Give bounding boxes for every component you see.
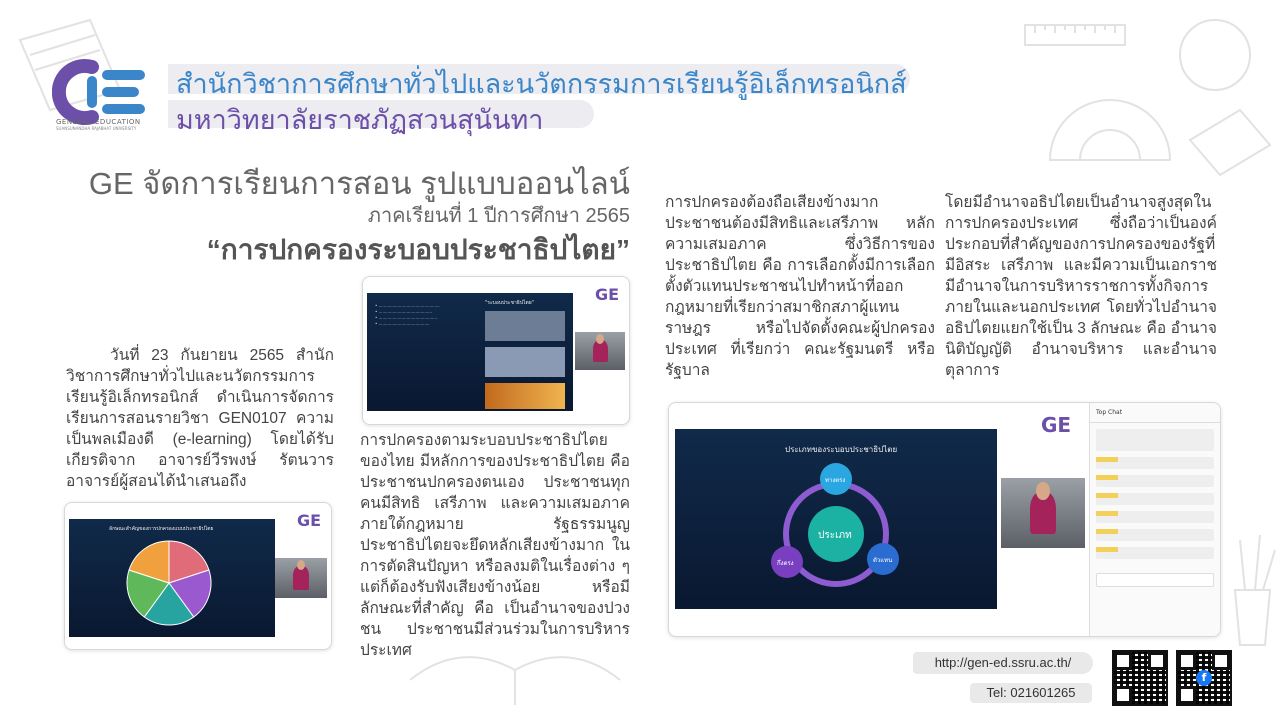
slide-scale-image — [485, 347, 565, 377]
chat-message — [1096, 511, 1214, 523]
chat-message — [1096, 457, 1214, 469]
slide-people-image — [485, 311, 565, 341]
chat-message — [1096, 493, 1214, 505]
screenshot-lecture-pie — [64, 502, 332, 650]
chat-message — [1096, 529, 1214, 541]
pie-heading: ลักษณะสำคัญของการปกครองแบบประชาธิปไตย — [109, 526, 214, 532]
webcam-presenter — [275, 558, 327, 598]
chat-message — [1096, 475, 1214, 487]
paragraph-democracy: การปกครองตามระบอบประชาธิปไตยของไทย มีหลักการของประชาธิปไตย คือ ประชาชนปกครองตนเอง ประชาชนทุกคนมีสิทธิ เสรีภาพ และความเสมอภาค ภายใต้กฎหมาย รัฐธรรมนูญประชาธิปไตยจะยึดหลักเสียงข้างมาก ในการตัดสินปัญหา หรือลงมติในเรื่องต่าง ๆ แต่ก็ต้องรับฟังเสียงข้างน้อย หรือมีลักษณะที่สำคัญ คือ เป็นอำนาจของปวงชน ประชาชนมีส่วนร่วมในการบริหารประเทศ — [360, 432, 630, 659]
logo-subcaption: SUANSUNANDHA RAJABHAT UNIVERSITY — [56, 126, 137, 131]
mini-ge-logo-icon: GE — [595, 285, 620, 304]
qr-code-facebook-icon[interactable] — [1176, 650, 1232, 706]
paragraph-majority: การปกครองต้องถือเสียงข้างมาก ประชาชนต้องมีสิทธิและเสรีภาพ หลักความเสมอภาค ซึ่งวิธีการของประชาธิปไตย คือ การเลือกตั้งมีการเลือกตั้งตัวแทนประชาชนไปทำหน้าที่ออกกฎหมายที่เรียกว่าสมาชิกสภาผู้แทนราษฎร หรือไปจัดตั้งคณะผู้ปกครองประเทศ ที่เรียกว่า คณะรัฐมนตรี หรือ รัฐบาล — [665, 194, 935, 379]
facebook-icon: f — [1196, 670, 1212, 686]
cycle-node-semi-direct: กึ่งตรง — [777, 560, 794, 567]
paragraph-sovereignty: โดยมีอำนาจอธิปไตยเป็นอำนาจสูงสุดในการปกครองประเทศ ซึ่งถือว่าเป็นองค์ประกอบที่สำคัญของการปกครองของรัฐที่มีอิสระ เสรีภาพ และมีความเป็นเอกราช มีอำนาจในการบริหารราชการทั้งกิจการภายในและนอกประเทศ โดยทั่วไปอำนาจอธิปไตยแยกใช้เป็น 3 ลักษณะ คือ อำนาจนิติบัญญัติ อำนาจบริหาร และอำนาจตุลาการ — [945, 194, 1217, 379]
headline-semester: ภาคเรียนที่ 1 ปีการศึกษา 2565 — [367, 205, 630, 227]
website-url[interactable]: http://gen-ed.ssru.ac.th/ — [913, 652, 1093, 674]
slide-pie — [69, 519, 275, 637]
slide-democracy-types — [675, 429, 997, 609]
chat-input[interactable] — [1096, 573, 1214, 587]
protractor-doodle — [1040, 60, 1180, 170]
cycle-diagram — [675, 429, 997, 609]
cycle-node-representative: ตัวแทน — [873, 557, 893, 564]
eraser-doodle — [1180, 100, 1280, 180]
cycle-center-label: ประเภท — [818, 530, 852, 541]
pencil-cup-doodle — [1225, 530, 1280, 650]
headline-topic: “การปกครองระบอบประชาธิปไตย” — [206, 234, 630, 265]
slide-bullets: • ................................................ • .......................................... • .............................................. • ........................................ — [375, 303, 440, 326]
screenshot-lecture-chat — [668, 402, 1221, 637]
telephone: Tel: 021601265 — [970, 683, 1092, 703]
compass-doodle — [1160, 10, 1270, 100]
pie-chart — [69, 519, 275, 637]
logo-caption: GENERAL EDUCATION — [56, 118, 141, 126]
ruler-doodle — [1020, 15, 1130, 55]
headline-main: GE จัดการเรียนการสอน รูปแบบออนไลน์ — [88, 166, 630, 201]
mini-ge-logo-icon: GE — [1041, 413, 1072, 437]
cycle-node-direct: ทางตรง — [825, 477, 846, 484]
mini-ge-logo-icon: GE — [297, 511, 322, 530]
slide-democracy — [367, 293, 573, 411]
qr-code-website-icon[interactable] — [1112, 650, 1168, 706]
live-chat-panel[interactable] — [1089, 403, 1220, 636]
webcam-presenter — [575, 332, 625, 370]
office-title: สำนักวิชาการศึกษาทั่วไปและนวัตกรรมการเรียนรู้อิเล็กทรอนิกส์ — [176, 69, 907, 99]
webcam-presenter — [1001, 478, 1085, 548]
paragraph-intro: วันที่ 23 กันยายน 2565 สำนักวิชาการศึกษาทั่วไปและนวัตกรรมการเรียนรู้อิเล็กทรอนิกส์ ดำเนินการจัดการเรียนการสอนรายวิชา GEN0107 ความเป็นพลเมืองดี (e-learning) โดยได้รับเกียรติจาก อาจารย์วีรพงษ์ รัตนวาร อาจารย์ผู้สอนได้นำเสนอถึง — [66, 347, 334, 490]
screenshot-lecture-top — [362, 276, 630, 425]
chat-message — [1096, 547, 1214, 559]
cycle-heading: ประเภทของระบอบประชาธิปไตย — [785, 445, 898, 454]
university-title: มหาวิทยาลัยราชภัฏสวนสุนันทา — [176, 105, 544, 135]
slide-heading: "ระบอบประชาธิปไตย" — [485, 300, 534, 306]
chat-message — [1096, 429, 1214, 451]
slide-dove-image — [485, 383, 565, 409]
chat-title: Top Chat — [1090, 403, 1220, 423]
